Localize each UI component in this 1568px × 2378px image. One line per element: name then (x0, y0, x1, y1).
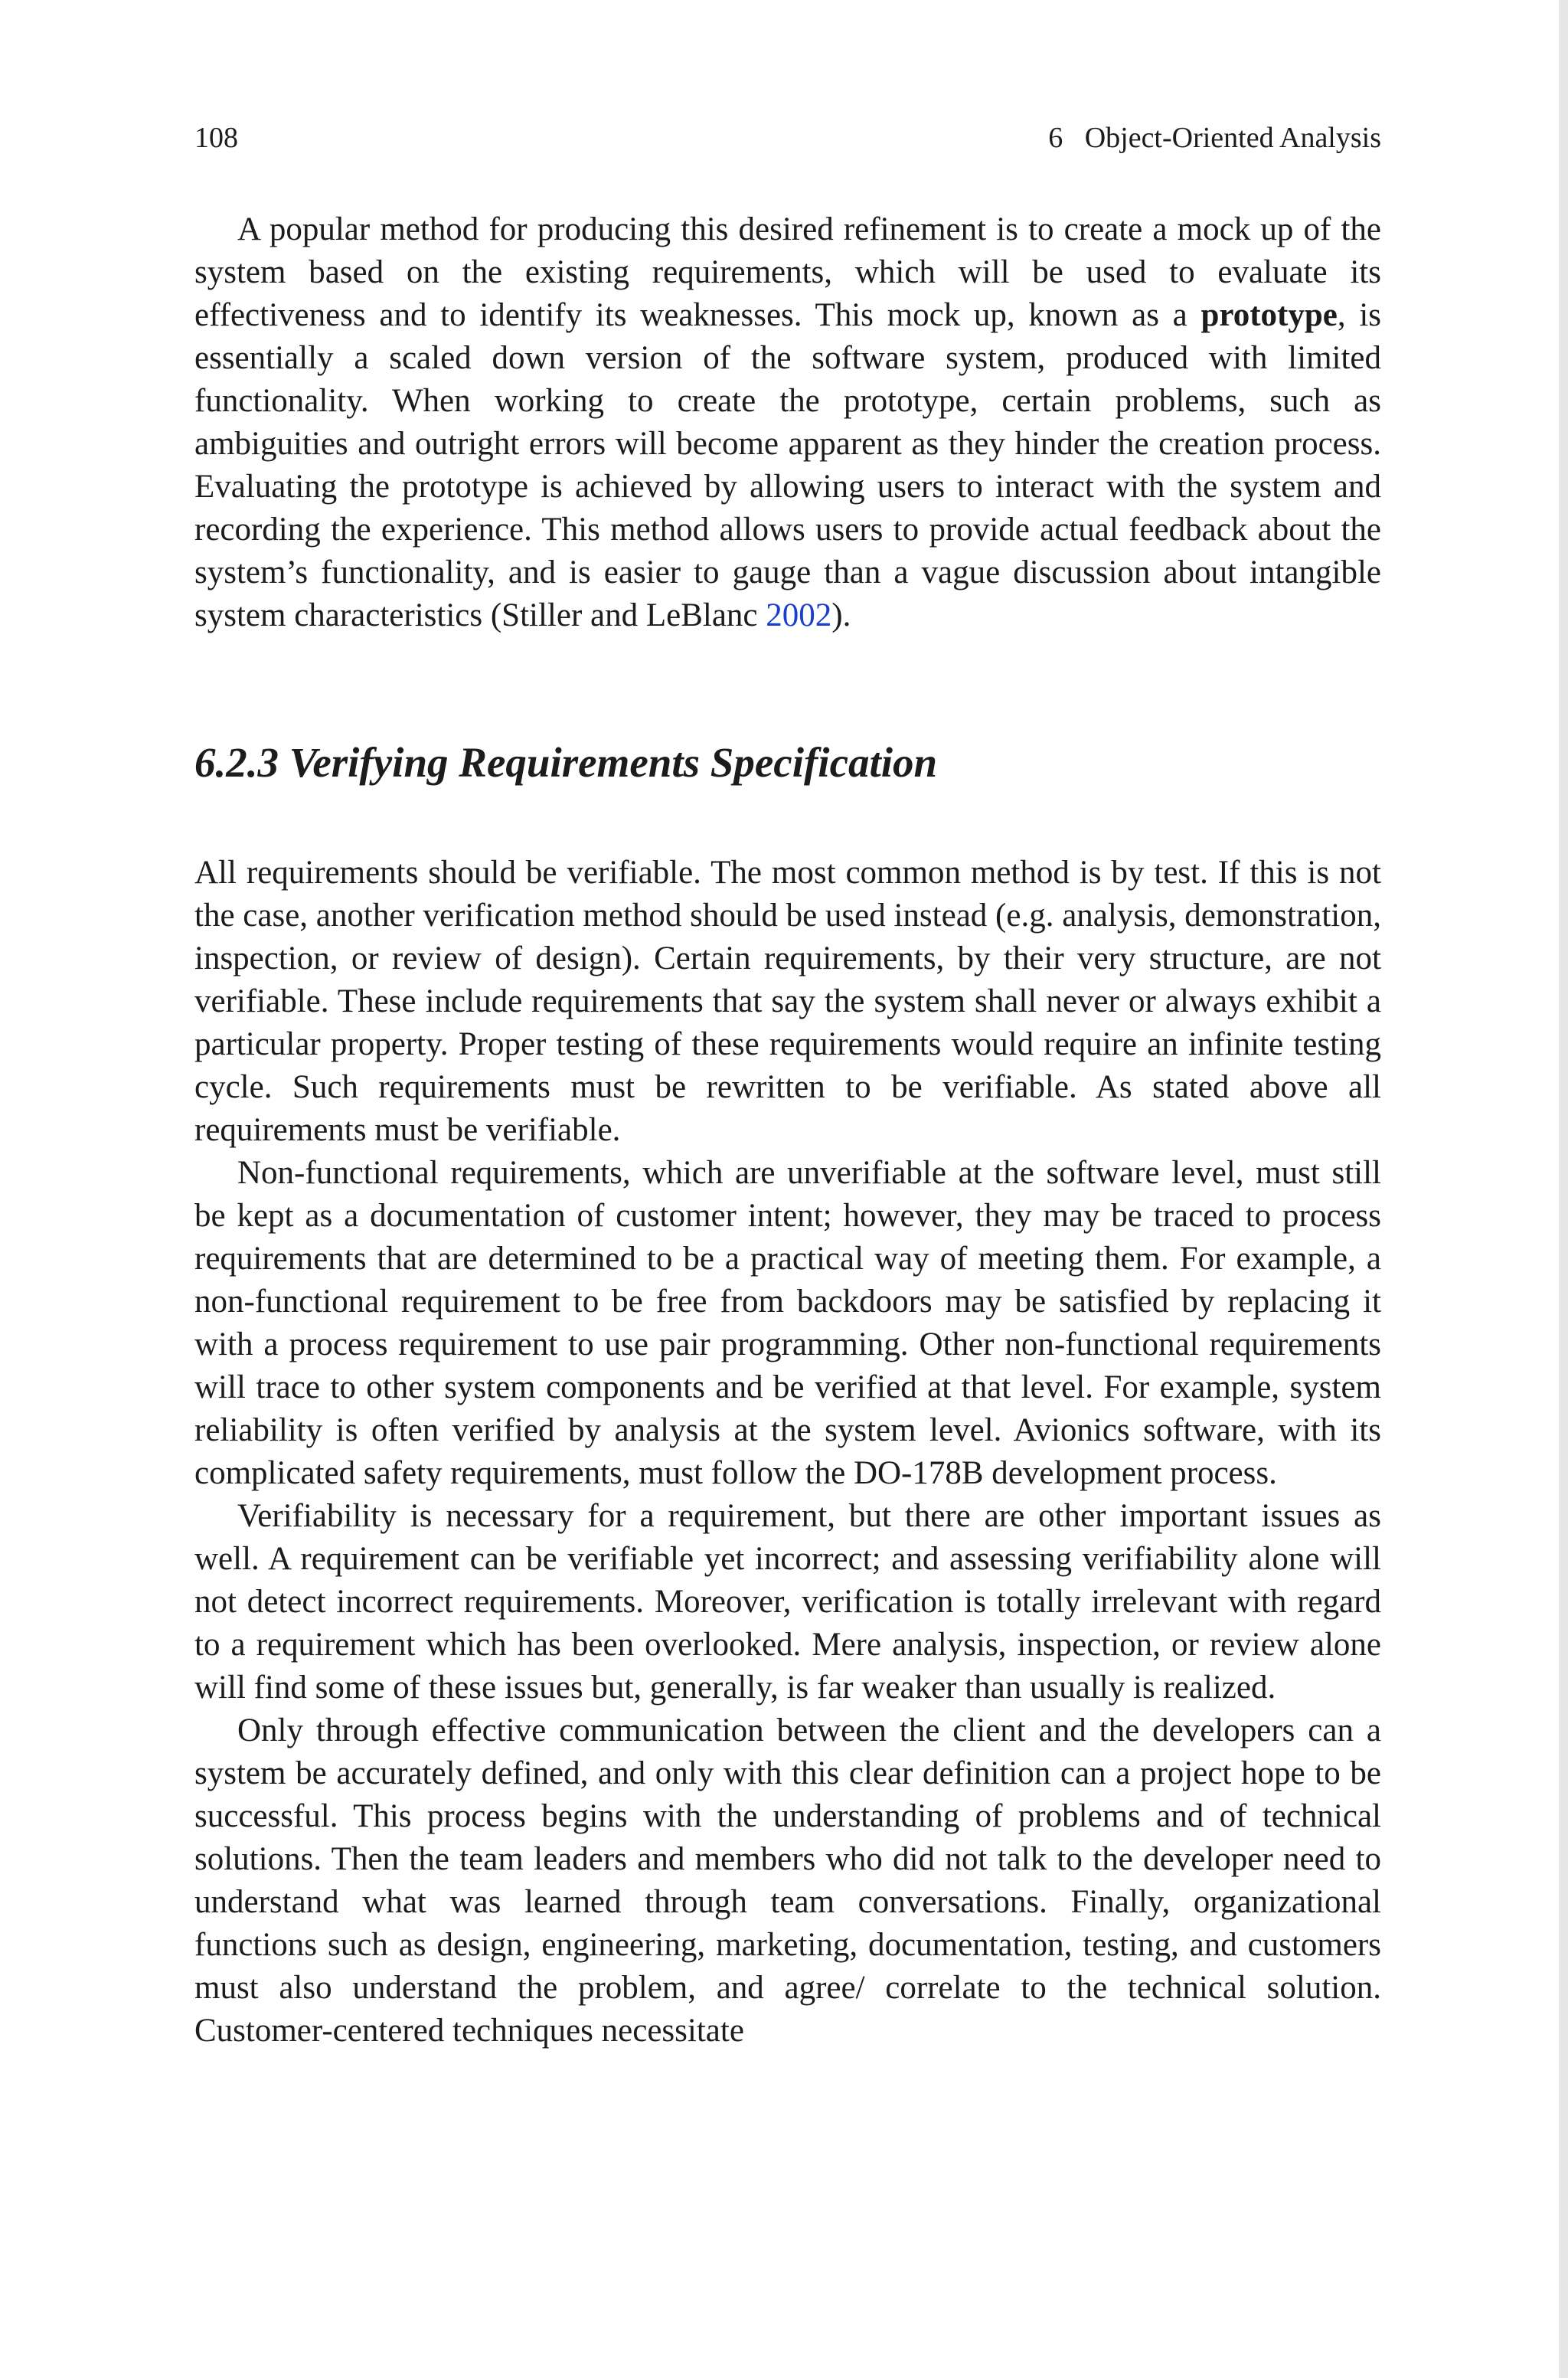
intro-text-block (194, 208, 1381, 637)
intro-text-before-term: A popular method for producing this desired refinement is to create a mock up of the system based on the existing requirements, which will be used to evaluate its effectiveness and to identify its weaknesses. This mock up, known as a (194, 211, 1381, 333)
section-paragraph: Non-functional requirements, which are unverifiable at the software level, must still be kept as a documentation of customer intent; however, they may be traced to process requirements that are determined to be a practical way of meeting them. For example, a non-functional requirement to be free from backdoors may be satisfied by replacing it with a process requirement to use pair programming. Other non-functional requirements will trace to other system components and be verified at that level. For example, system reliability is often verified by analysis at the system level. Avionics software, with its complicated safety requirements, must follow the DO-178B development process. (194, 1155, 1381, 1491)
section-text-block (194, 852, 1381, 2053)
citation-link[interactable]: 2002 (766, 597, 832, 633)
chapter-number: 6 (1048, 122, 1063, 154)
section-paragraph: Verifiability is necessary for a requirement, but there are other important issues as well. A requirement can be verifiable yet incorrect; and assessing verifiability alone will not detect incorrect requirements. Moreover, verification is totally irrelevant with regard to a requirement which has been overlooked. Mere analysis, inspection, or review alone will find some of these issues but, generally, is far weaker than usually is realized. (194, 1498, 1381, 1706)
running-header (194, 121, 1381, 159)
page-edge-shadow (1559, 0, 1568, 2378)
intro-text-after-term: , is essentially a scaled down version of the software system, produced with limited functionality. When working to create the prototype, certain problems, such as ambiguities and outright errors will become apparent as they hinder the creation process. Evaluating the prototype is achieved by allowing users to interact with the system and recording the experience. This method allows users to provide actual feedback about the system’s functionality, and is easier to gauge than a vague discussion about intangible system characteristics (Stiller and LeBlanc (194, 297, 1381, 633)
section-paragraph: All requirements should be verifiable. The most common method is by test. If this is not the case, another verification method should be used instead (e.g. analysis, demonstration, inspection, or review of design). Certain requirements, by their very structure, are not verifiable. These include requirements that say the system shall never or always exhibit a particular property. Proper testing of these requirements would require an infinite testing cycle. Such requirements must be rewritten to be verifiable. As stated above all requirements must be verifiable. (194, 855, 1381, 1148)
section-heading (194, 738, 1381, 787)
section-paragraph: Only through effective communication between the client and the developers can a system be accurately defined, and only with this clear definition can a project hope to be successful. This process begins with the understanding of problems and of technical solutions. Then the team leaders and members who did not talk to the developer need to understand what was learned through team conversations. Finally, organizational functions such as design, engineering, marketing, documentation, testing, and customers must also understand the problem, and agree/ correlate to the technical solution. Customer-centered techniques necessitate (194, 1712, 1381, 2049)
chapter-title: Object-Oriented Analysis (1084, 122, 1381, 154)
prototype-term: prototype (1200, 297, 1338, 333)
intro-paragraph (194, 208, 1381, 637)
page-number: 108 (194, 122, 238, 154)
section-number: 6.2.3 (194, 739, 279, 786)
chapter-header (1048, 121, 1381, 155)
intro-text-end: ). (831, 597, 851, 633)
section-title: Verifying Requirements Specification (289, 739, 938, 786)
